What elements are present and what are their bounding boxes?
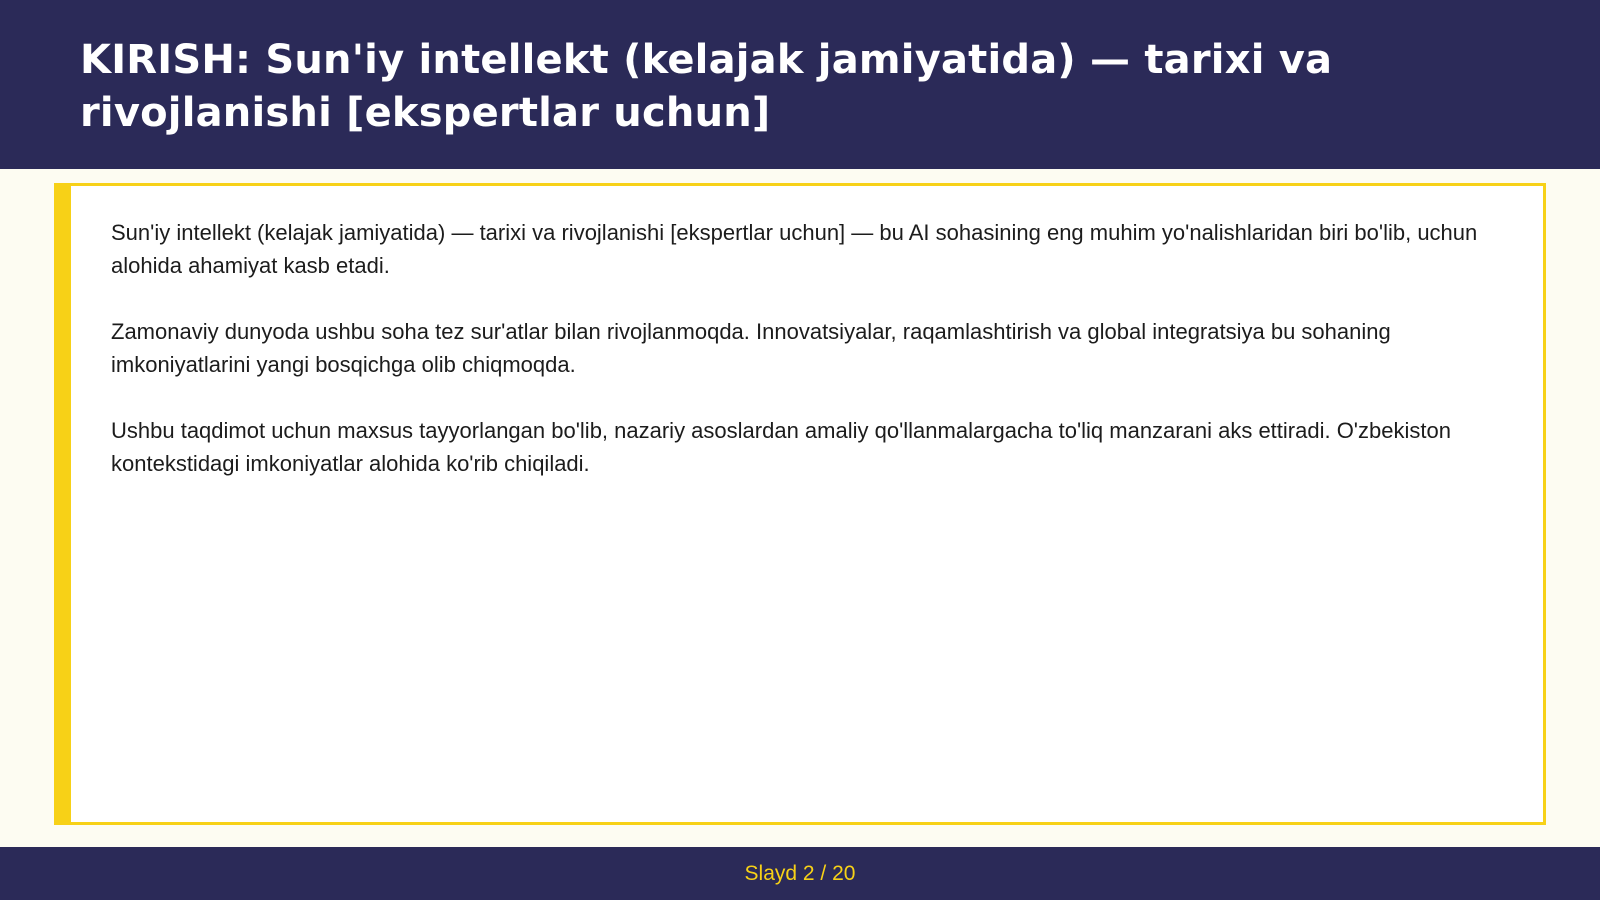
slide-title: KIRISH: Sun'iy intellekt (kelajak jamiyatida) — tarixi va rivojlanishi [ekspertlar uchun] xyxy=(80,37,1333,136)
content-box xyxy=(54,183,1546,825)
paragraph-modern-world: Zamonaviy dunyoda ushbu soha tez sur'atlar bilan rivojlanmoqda. Innovatsiyalar, raqamlashtirish va global integratsiya bu sohaning imkoniyatlarini yangi bosqichga olib chiqmoqda. xyxy=(111,319,1391,377)
paragraph-presentation: Ushbu taqdimot uchun maxsus tayyorlangan bo'lib, nazariy asoslardan amaliy qo'llanmalargacha to'liq manzarani aks ettiradi. O'zbekiston kontekstidagi imkoniyatlar alohida ko'rib chiqiladi. xyxy=(111,418,1451,476)
slide-header xyxy=(0,0,1600,169)
slide-number: Slayd 2 / 20 xyxy=(744,861,856,885)
slide-footer xyxy=(0,847,1600,900)
paragraph-intro: Sun'iy intellekt (kelajak jamiyatida) — tarixi va rivojlanishi [ekspertlar uchun] — bu AI sohasining eng muhim yo'nalishlaridan biri bo'lib, uchun alohida ahamiyat kasb etadi. xyxy=(111,220,1478,278)
